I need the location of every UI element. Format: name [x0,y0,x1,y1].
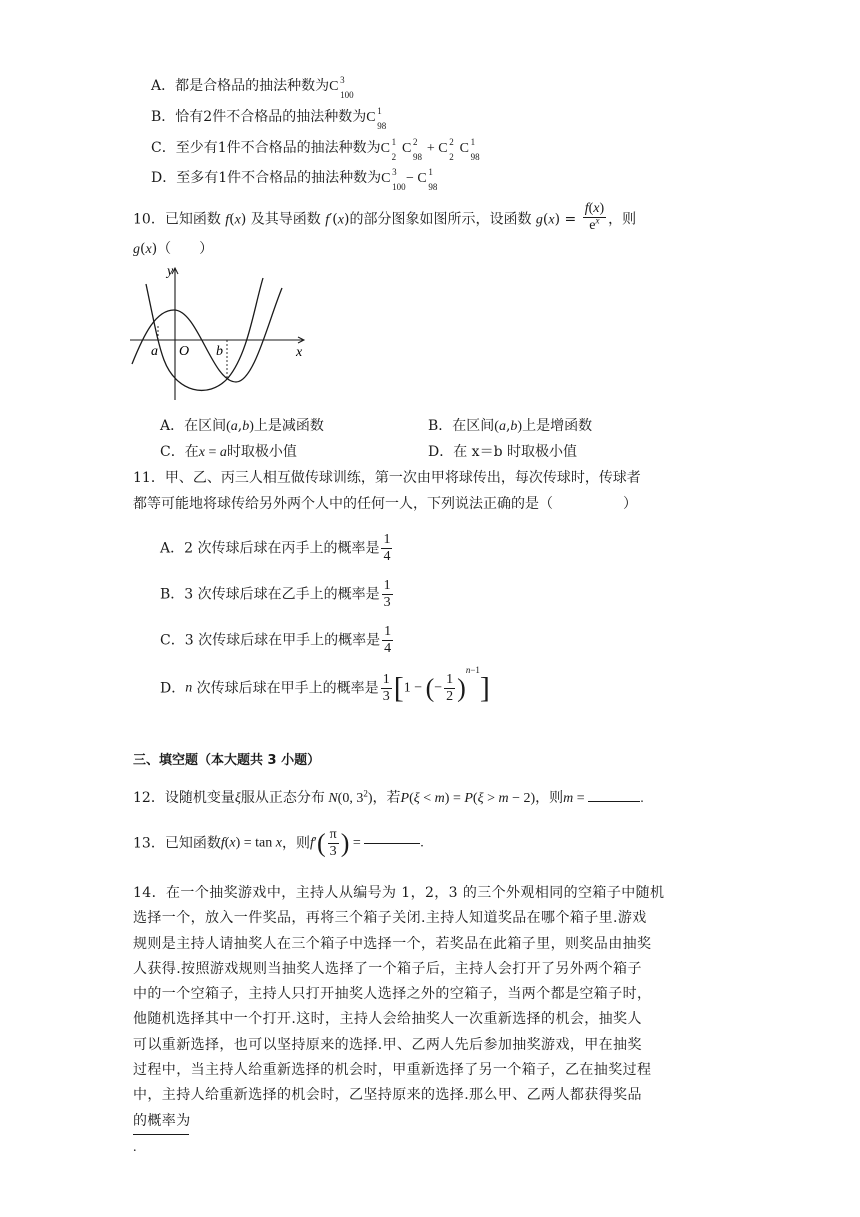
q11-option-b: B．3 次传球后球在乙手上的概率是 $\frac{1}{3}$ [160,578,391,610]
q13-answer-blank[interactable] [364,843,420,844]
q14-line: 他随机选择其中一个打开.这时，主持人会给抽奖人一次重新选择的机会，抽奖人 [133,1011,642,1028]
q14-line: 中，主持人给重新选择的机会时，乙坚持原来的选择.那么甲、乙两人都获得奖品 [133,1087,642,1104]
q11-option-a: A．2 次传球后球在丙手上的概率是 $\frac{1}{4}$ [160,532,391,564]
q11-option-d: D．n 次传球后球在甲手上的概率是 $\frac{1}{3}$ [1 − (− $\frac{1}{2}$ )$^{n-1}$] [160,664,490,705]
graph-label-b: b [216,344,223,359]
derivative-curve [146,278,263,390]
q12-stem: 12．设随机变量ξ服从正态分布 N(0, $3^2$)，若P(ξ < m) = P(ξ > m − 2)，则m = . [133,788,644,806]
q12-answer-blank[interactable] [588,801,640,802]
q14-line: 可以重新选择，也可以坚持原来的选择.甲、乙两人先后参加抽奖游戏，甲在抽奖 [133,1036,642,1053]
q14-line: 过程中，当主持人给重新选择的机会时，甲重新选择了另一个箱子，乙在抽奖过程 [133,1062,652,1079]
q9-option-d: D．至多有1件不合格品的抽法种数为C 3 100 − C 1 98 [151,167,438,192]
q10-option-c: C．在x = a时取极小值 [160,444,297,460]
q10-option-a: A．在区间(a,b)上是减函数 [160,418,324,434]
graph-label-origin: O [179,344,190,359]
section-fill-in-title: 三、填空题（本大题共 3 小题） [133,753,321,768]
q9-option-b: B．恰有2件不合格品的抽法种数为C 1 98 [151,106,387,131]
graph-label-x: x [296,345,303,360]
function-curve [132,288,282,382]
q14-line: 选择一个，放入一件奖品，再将三个箱子关闭.主持人知道奖品在哪个箱子里.游戏 [133,910,647,927]
q14-line: 的概率为 [133,1112,191,1129]
q11-stem-line2: 都等可能地将球传给另外两个人中的任何一人，下列说法正确的是（ ） [133,496,637,512]
q10-option-d: D．在 x＝b 时取极小值 [428,444,577,460]
q14-line: 规则是主持人请抽奖人在三个箱子中选择一个，若奖品在此箱子里，则奖品由抽奖 [133,935,652,952]
graph-label-a: a [151,344,158,359]
q10-option-b: B．在区间(a,b)上是增函数 [428,418,593,434]
q13-stem: 13．已知函数f(x) = tan x，则f′( $\frac{\pi}{3}$ ) = . [133,827,424,859]
function-graph [128,262,308,402]
q14-line: 14．在一个抽奖游戏中，主持人从编号为 1，2，3 的三个外观相同的空箱子中随机 [133,885,665,901]
q11-option-c: C．3 次传球后球在甲手上的概率是 $\frac{1}{4}$ [160,624,392,656]
q14-line: 人获得.按照游戏规则当抽奖人选择了一个箱子后，主持人会打开了另外两个箱子 [133,960,642,977]
q11-stem-line1: 11．甲、乙、丙三人相互做传球训练，第一次由甲将球传出，每次传球时，传球者 [133,470,641,486]
q10-stem-line2: g(x)（ ） [133,241,214,257]
q9-option-a: A．都是合格品的抽法种数为C 3 100 [151,75,354,100]
graph-label-y: y [167,264,174,279]
q14-line: 中的一个空箱子，主持人只打开抽奖人选择之外的空箱子，当两个都是空箱子时， [133,986,652,1003]
q9-option-c: C．至少有1件不合格品的抽法种数为C 1 2 C 2 98 + C 2 2 C 1 98 [151,137,480,162]
q14-paragraph: 14．在一个抽奖游戏中，主持人从编号为 1，2，3 的三个外观相同的空箱子中随机 选择一个，放入一件奖品，再将三个箱子关闭.主持人知道奖品在哪个箱子里.游戏 规则是主持人请抽奖人在三个箱子中选择一个，若奖品在此箱子里，则奖品由抽奖 人获得.按照游戏规则当抽奖人选择了一个箱子后，主持人会打开了另外两个箱子 中的一个空箱子，主持人只打开抽奖人选择之外的空箱子，当两个都是空箱子时， 他随机选择其中一个打开.这时，主持人会给抽奖人一次重新选择的机会，抽奖人 可以重新选择，也可以坚持原来的选择.甲、乙两人先后参加抽奖游戏，甲在抽奖 过程中，当主持人给重新选择的机会时，甲重新选择了另一个箱子，乙在抽奖过程 中，主持人给重新选择的机会时，乙坚持原来的选择.那么甲、乙两人都获得奖品 的概率为 . [133,881,733,1160]
q10-stem: 10．已知函数 f(x) 及其导函数 f′(x)的部分图象如图所示，设函数 g(x) = $\frac{f(x)}{e^x}$ ，则 [133,201,637,233]
